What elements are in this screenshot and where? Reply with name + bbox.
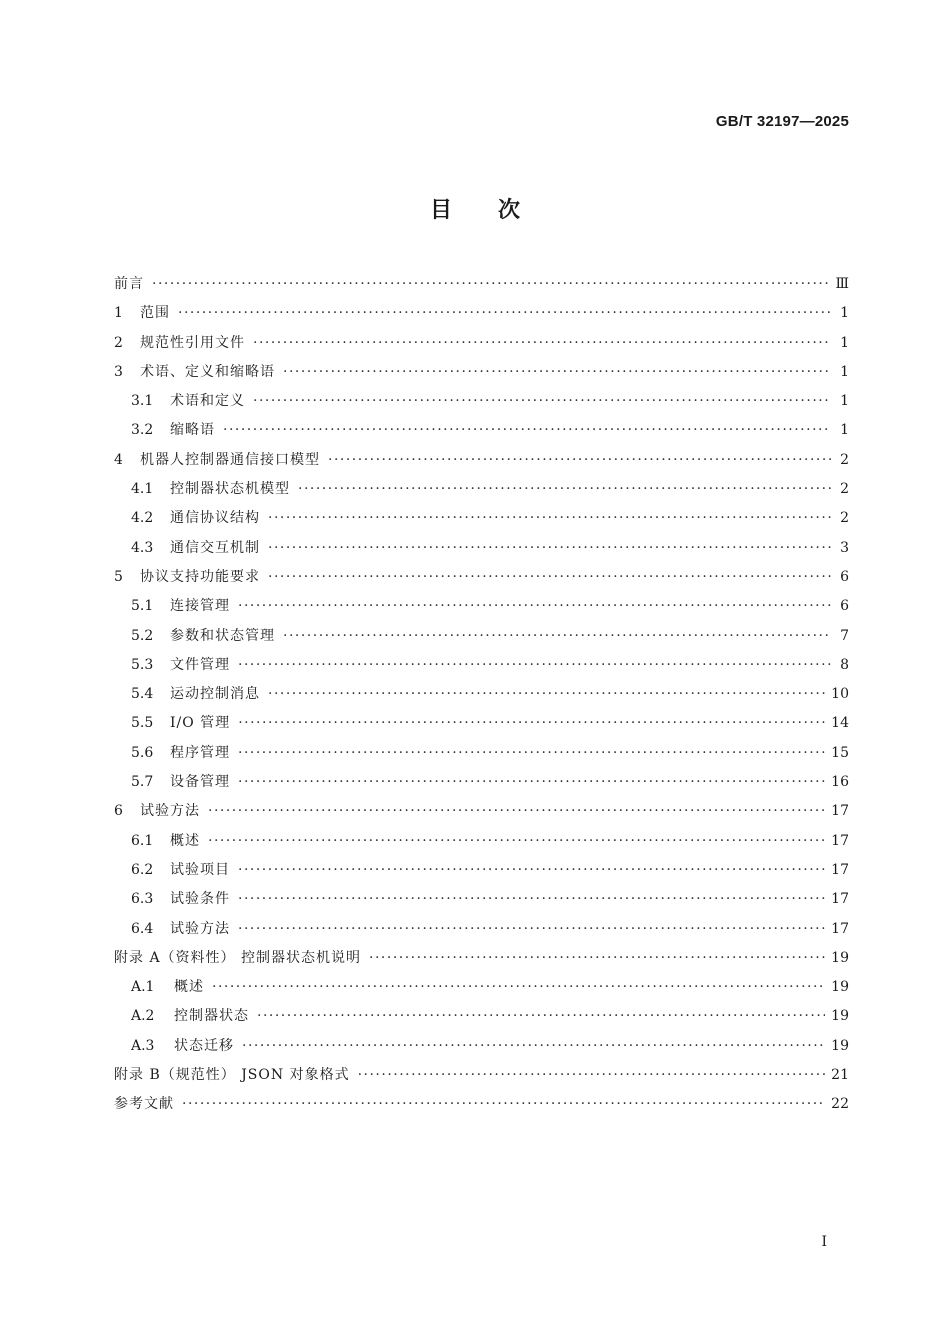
toc-entry-page: 6	[840, 568, 849, 585]
toc-dot-leader	[283, 358, 831, 387]
toc-entry-number: 2	[114, 334, 123, 351]
toc-entry-number: 5.5	[131, 715, 154, 732]
toc-entry[interactable]	[114, 944, 849, 973]
toc-entry-page: 6	[840, 598, 849, 615]
toc-dot-leader	[208, 827, 825, 856]
toc-entry-number: 3.1	[131, 393, 154, 410]
title-char-2: 次	[498, 198, 521, 223]
toc-entry[interactable]	[114, 416, 849, 445]
toc-entry-number: 5.3	[131, 656, 154, 673]
toc-entry-page: 2	[840, 510, 849, 527]
toc-entry[interactable]	[114, 1002, 849, 1031]
toc-entry-number: 5.1	[131, 598, 154, 615]
toc-dot-leader	[238, 768, 825, 797]
toc-entry-number: 5.4	[131, 686, 154, 703]
toc-entry-page: 19	[831, 949, 849, 966]
toc-entry-number: A.2	[131, 1008, 155, 1025]
toc-dot-leader	[328, 446, 831, 475]
toc-entry[interactable]	[114, 592, 849, 621]
toc-entry[interactable]	[114, 358, 849, 387]
toc-entry-page: 19	[831, 979, 849, 996]
toc-entry[interactable]	[114, 1061, 849, 1090]
toc-entry-number: 4	[114, 451, 123, 468]
toc-entry-page: 2	[840, 451, 849, 468]
toc-entry[interactable]	[114, 329, 849, 358]
toc-entry-page: 7	[840, 627, 849, 644]
toc-entry[interactable]	[114, 885, 849, 914]
toc-entry-label: 术语和定义	[170, 393, 245, 410]
toc-dot-leader	[152, 270, 829, 299]
toc-entry-label: 连接管理	[170, 598, 230, 615]
toc-entry-label: 概述	[174, 979, 204, 996]
toc-dot-leader	[238, 885, 825, 914]
toc-dot-leader	[268, 504, 831, 533]
toc-dot-leader	[298, 475, 831, 504]
toc-entry[interactable]	[114, 270, 849, 299]
toc-entry-number: 1	[114, 305, 123, 322]
page-number: I	[821, 1234, 827, 1250]
toc-entry-label: 试验项目	[170, 861, 230, 878]
toc-entry-page: 21	[831, 1067, 849, 1084]
toc-dot-leader	[223, 416, 831, 445]
toc-entry[interactable]	[114, 973, 849, 1002]
toc-entry-label: 参考文献	[114, 1096, 174, 1113]
toc-dot-leader	[208, 797, 825, 826]
toc-entry-label: 设备管理	[170, 774, 230, 791]
toc-entry-label: 通信协议结构	[170, 510, 260, 527]
toc-entry[interactable]	[114, 827, 849, 856]
toc-entry-number: A.3	[131, 1037, 155, 1054]
toc-entry-number: 6.2	[131, 861, 154, 878]
toc-entry-number: 5.6	[131, 744, 154, 761]
toc-entry-page: 22	[831, 1096, 849, 1113]
toc-entry-page: 1	[840, 422, 849, 439]
toc-entry-label: 参数和状态管理	[170, 627, 275, 644]
toc-dot-leader	[238, 915, 825, 944]
toc-entry-label: 控制器状态	[174, 1008, 249, 1025]
toc-entry-label: 运动控制消息	[170, 686, 260, 703]
toc-entry-page: 1	[840, 305, 849, 322]
toc-entry[interactable]	[114, 563, 849, 592]
toc-entry[interactable]	[114, 651, 849, 680]
toc-dot-leader	[242, 1032, 825, 1061]
toc-dot-leader	[238, 592, 831, 621]
toc-entry-number: 5.2	[131, 627, 154, 644]
toc-entry-label: 概述	[170, 832, 200, 849]
toc-dot-leader	[268, 563, 831, 592]
toc-entry-page: 19	[831, 1008, 849, 1025]
toc-entry[interactable]	[114, 622, 849, 651]
toc-entry[interactable]	[114, 1090, 849, 1119]
toc-entry-page: 19	[831, 1037, 849, 1054]
toc-entry-number: 4.2	[131, 510, 154, 527]
toc-entry-number: 6.1	[131, 832, 154, 849]
toc-entry-label: 附录 B（规范性） JSON 对象格式	[114, 1067, 350, 1084]
toc-dot-leader	[369, 944, 825, 973]
toc-entry-page: 10	[831, 686, 849, 703]
toc-entry-page: 17	[831, 803, 849, 820]
toc-entry-number: 6.4	[131, 920, 154, 937]
toc-entry-page: 3	[840, 539, 849, 556]
toc-entry-page: Ⅲ	[835, 276, 849, 292]
toc-entry-page: 1	[840, 363, 849, 380]
toc-entry-label: 试验方法	[170, 920, 230, 937]
toc-entry-number: 4.3	[131, 539, 154, 556]
toc-entry[interactable]	[114, 768, 849, 797]
toc-entry-page: 8	[840, 656, 849, 673]
toc-entry-page: 14	[831, 715, 849, 732]
standard-code: GB/T 32197—2025	[715, 113, 849, 130]
toc-entry-label: 通信交互机制	[170, 539, 260, 556]
page-title	[0, 193, 950, 224]
toc-entry[interactable]	[114, 299, 849, 328]
toc-entry-label: 前言	[114, 276, 144, 292]
toc-dot-leader	[238, 739, 825, 768]
toc-entry-label: 试验条件	[170, 891, 230, 908]
toc-entry-label: 控制器状态机模型	[170, 481, 290, 498]
toc-entry-label: 规范性引用文件	[140, 334, 245, 351]
toc-entry[interactable]	[114, 709, 849, 738]
toc-entry[interactable]	[114, 856, 849, 885]
toc-entry-label: 文件管理	[170, 656, 230, 673]
toc-entry-label: 缩略语	[170, 422, 215, 439]
toc-dot-leader	[268, 680, 825, 709]
toc-entry-page: 17	[831, 920, 849, 937]
title-char-1: 目	[429, 198, 452, 223]
toc-dot-leader	[182, 1090, 825, 1119]
toc-entry-label: 范围	[140, 305, 170, 322]
toc-entry-label: 试验方法	[140, 803, 200, 820]
toc-entry[interactable]	[114, 797, 849, 826]
toc-entry-page: 1	[840, 393, 849, 410]
toc-entry-label: I/O 管理	[170, 715, 231, 732]
toc-entry[interactable]	[114, 739, 849, 768]
toc-entry-number: 5.7	[131, 774, 154, 791]
toc-dot-leader	[358, 1061, 826, 1090]
toc-dot-leader	[238, 651, 831, 680]
toc-entry-number: 3	[114, 363, 123, 380]
toc-dot-leader	[253, 387, 831, 416]
toc-entry[interactable]	[114, 475, 849, 504]
toc-entry-label: 程序管理	[170, 744, 230, 761]
toc-entry-number: 3.2	[131, 422, 154, 439]
toc-entry-number: 6.3	[131, 891, 154, 908]
toc-dot-leader	[283, 622, 831, 651]
toc-dot-leader	[257, 1002, 825, 1031]
toc-entry-number: 5	[114, 568, 123, 585]
toc-dot-leader	[212, 973, 825, 1002]
toc-entry[interactable]	[114, 1032, 849, 1061]
toc-entry-number: 4.1	[131, 481, 154, 498]
toc-entry[interactable]	[114, 387, 849, 416]
toc-dot-leader	[238, 709, 825, 738]
toc-dot-leader	[253, 329, 831, 358]
toc-entry-page: 15	[831, 744, 849, 761]
toc-entry-number: 6	[114, 803, 123, 820]
toc-entry-page: 16	[831, 774, 849, 791]
toc-entry-label: 机器人控制器通信接口模型	[140, 451, 320, 468]
toc-dot-leader	[238, 856, 825, 885]
toc-entry[interactable]	[114, 446, 849, 475]
toc-entry[interactable]	[114, 504, 849, 533]
toc-entry-page: 2	[840, 481, 849, 498]
toc-entry-label: 状态迁移	[174, 1037, 234, 1054]
toc-entry-page: 17	[831, 861, 849, 878]
toc-entry-number: A.1	[131, 979, 155, 996]
toc-dot-leader	[268, 534, 831, 563]
toc-entry-label: 协议支持功能要求	[140, 568, 260, 585]
toc-entry-label: 附录 A（资料性） 控制器状态机说明	[114, 949, 362, 966]
toc-entry-page: 1	[840, 334, 849, 351]
toc-dot-leader	[178, 299, 831, 328]
toc-entry[interactable]	[114, 680, 849, 709]
toc-entry-page: 17	[831, 891, 849, 908]
table-of-contents	[114, 270, 849, 1120]
toc-entry[interactable]	[114, 534, 849, 563]
toc-entry[interactable]	[114, 915, 849, 944]
toc-entry-label: 术语、定义和缩略语	[140, 363, 275, 380]
toc-entry-page: 17	[831, 832, 849, 849]
